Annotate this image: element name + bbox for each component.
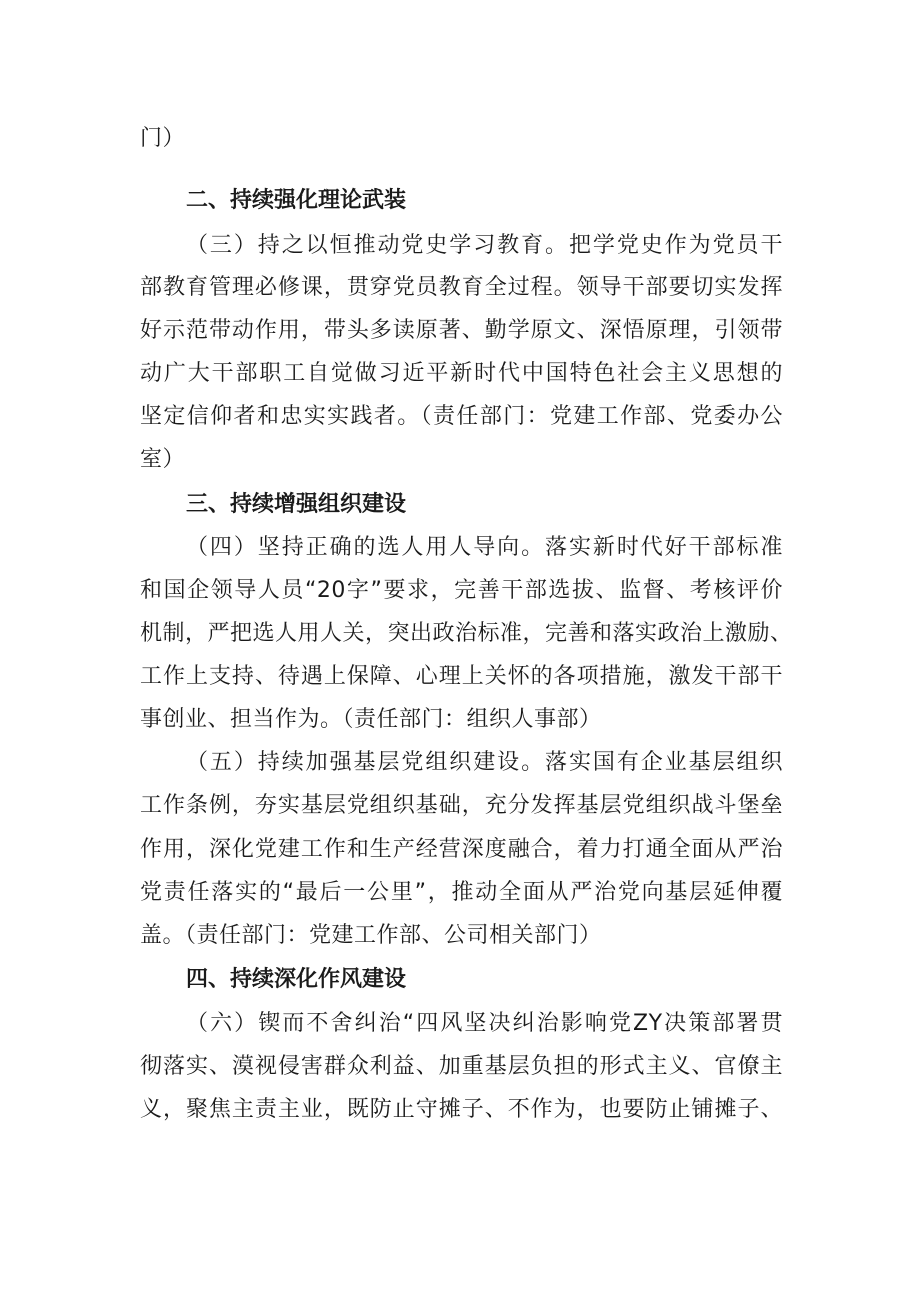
paragraph-6-line: 彻落实、漠视侵害群众利益、加重基层负担的形式主义、官僚主 bbox=[140, 1054, 783, 1079]
paragraph-3-line: （三）持之以恒推动党史学习教育。把学党史作为党员干 bbox=[186, 233, 783, 258]
paragraph-3-line: 部教育管理必修课，贯穿党员教育全过程。领导干部要切实发挥 bbox=[140, 275, 783, 300]
paragraph-4-line: 工作上支持、待遇上保障、心理上关怀的各项措施，激发干部干 bbox=[140, 664, 783, 689]
paragraph-4-line: 事创业、担当作为。（责任部门：组织人事部） bbox=[140, 707, 602, 732]
text-line: 门） bbox=[140, 126, 186, 151]
paragraph-4-line: （四）坚持正确的选人用人导向。落实新时代好干部标准 bbox=[186, 535, 783, 560]
paragraph-5-line: 盖。（责任部门：党建工作部、公司相关部门） bbox=[140, 923, 602, 948]
paragraph-5-line: 作用，深化党建工作和生产经营深度融合，着力打通全面从严治 bbox=[140, 837, 783, 862]
paragraph-3-line: 坚定信仰者和忠实实践者。（责任部门：党建工作部、党委办公 bbox=[140, 404, 783, 429]
paragraph-5-line: （五）持续加强基层党组织建设。落实国有企业基层组织 bbox=[186, 750, 783, 775]
paragraph-5-line: 党责任落实的“最后一公里”，推动全面从严治党向基层延伸覆 bbox=[140, 880, 783, 905]
paragraph-3-line: 室） bbox=[140, 447, 186, 472]
section-heading-3: 三、持续增强组织建设 bbox=[186, 492, 407, 517]
paragraph-6-line: （六）锲而不舍纠治“四风坚决纠治影响党ZY决策部署贯 bbox=[186, 1011, 783, 1036]
paragraph-3-line: 好示范带动作用，带头多读原著、勤学原文、深悟原理，引领带 bbox=[140, 318, 783, 343]
paragraph-6-line: 义，聚焦主责主业，既防止守摊子、不作为，也要防止铺摊子、 bbox=[140, 1097, 783, 1122]
paragraph-4-line: 机制，严把选人用人关，突出政治标准，完善和落实政治上激励、 bbox=[140, 621, 793, 646]
section-heading-2: 二、持续强化理论武装 bbox=[186, 188, 407, 213]
paragraph-4-line: 和国企领导人员“20字”要求，完善干部选拔、监督、考核评价 bbox=[140, 578, 783, 603]
section-heading-4: 四、持续深化作风建设 bbox=[186, 967, 407, 992]
paragraph-3-line: 动广大干部职工自觉做习近平新时代中国特色社会主义思想的 bbox=[140, 361, 783, 386]
paragraph-5-line: 工作条例，夯实基层党组织基础，充分发挥基层党组织战斗堡垒 bbox=[140, 793, 783, 818]
